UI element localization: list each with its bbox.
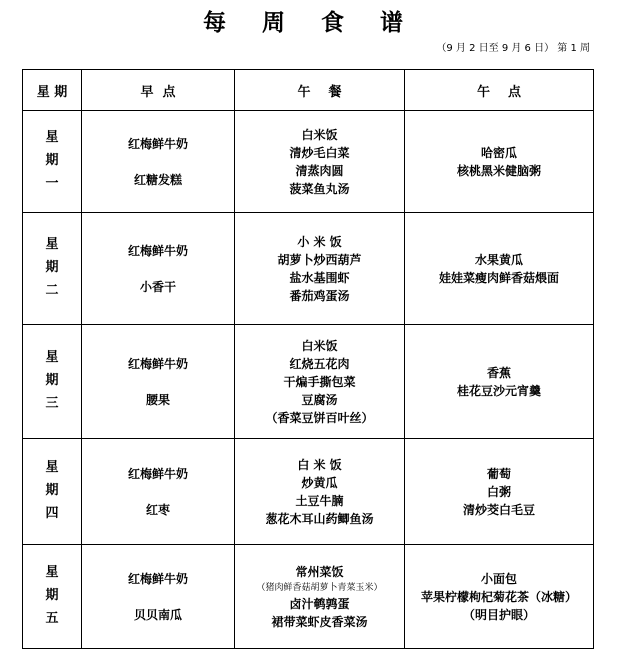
menu-item: 香蕉	[486, 365, 511, 380]
day-cell	[23, 213, 82, 325]
header-snack: 午 点	[405, 70, 594, 111]
breakfast-cell	[82, 213, 235, 325]
menu-item: 水果黄瓜	[474, 252, 523, 267]
menu-item: 白粥	[486, 484, 511, 499]
day-char: 期	[45, 152, 59, 168]
day-char: 星	[45, 236, 59, 252]
lunch-cell	[235, 439, 405, 545]
menu-item: 核桃黑米健脑粥	[456, 163, 541, 178]
menu-item: 豆腐汤	[301, 392, 338, 407]
table-row	[23, 545, 594, 649]
menu-item: 裙带菜虾皮香菜汤	[271, 614, 368, 629]
snack-cell	[405, 213, 594, 325]
menu-item: 葡萄	[486, 466, 511, 481]
menu-item: 娃娃菜瘦肉鲜香菇煨面	[438, 270, 559, 285]
snack-cell	[405, 545, 594, 649]
breakfast-cell	[82, 111, 235, 213]
page-title: 每 周 食 谱	[202, 9, 418, 36]
weekly-menu-table	[22, 69, 594, 649]
breakfast-cell	[82, 545, 235, 649]
day-char: 星	[45, 129, 59, 145]
table-row	[23, 111, 594, 213]
header-lunch: 午 餐	[235, 70, 405, 111]
day-char: 星	[45, 459, 59, 475]
menu-item: 常州菜饭	[295, 564, 344, 579]
day-char: 期	[45, 259, 59, 275]
header-breakfast: 早 点	[82, 70, 235, 111]
menu-item: 白米饭	[301, 127, 338, 142]
menu-item: 葱花木耳山药鲫鱼汤	[265, 511, 374, 526]
menu-item: 炒黄瓜	[301, 475, 338, 490]
menu-item: 红梅鲜牛奶	[127, 136, 188, 151]
menu-item: 菠菜鱼丸汤	[289, 181, 350, 196]
menu-item: 番茄鸡蛋汤	[289, 288, 350, 303]
menu-item: 红烧五花肉	[289, 356, 350, 371]
menu-item: 红糖发糕	[133, 172, 182, 187]
day-cell	[23, 325, 82, 439]
menu-item-note: （猪肉鲜香菇胡萝卜青菜玉米）	[256, 582, 383, 593]
header-day: 星 期	[23, 70, 82, 111]
menu-item: （明目护眼）	[462, 607, 535, 622]
menu-item: 小香干	[139, 279, 176, 294]
menu-item: 白 米 饭	[297, 457, 342, 472]
day-char: 期	[45, 482, 59, 498]
lunch-cell	[235, 111, 405, 213]
day-char: 期	[45, 587, 59, 603]
snack-cell	[405, 111, 594, 213]
menu-item: 腰果	[145, 392, 170, 407]
menu-item: 小 米 饭	[297, 234, 342, 249]
menu-item: 卤汁鹌鹑蛋	[289, 596, 350, 611]
day-char: 星	[45, 564, 59, 580]
day-cell	[23, 545, 82, 649]
table-row	[23, 439, 594, 545]
snack-cell	[405, 325, 594, 439]
day-char: 二	[45, 282, 59, 298]
day-char: 四	[45, 505, 59, 521]
day-cell	[23, 111, 82, 213]
lunch-cell	[235, 213, 405, 325]
day-char: 期	[45, 372, 59, 388]
menu-item: 桂花豆沙元宵羹	[456, 383, 541, 398]
menu-item: 红枣	[145, 502, 170, 517]
menu-item: 红梅鲜牛奶	[127, 466, 188, 481]
day-char: 星	[45, 349, 59, 365]
menu-item: 红梅鲜牛奶	[127, 356, 188, 371]
header-row	[23, 70, 594, 111]
day-char: 三	[45, 395, 59, 411]
menu-item: 红梅鲜牛奶	[127, 243, 188, 258]
menu-item: 贝贝南瓜	[133, 607, 182, 622]
menu-item: 清蒸肉圆	[295, 163, 344, 178]
table-row	[23, 325, 594, 439]
menu-item: 苹果柠檬枸杞菊花茶（冰糖）	[420, 589, 577, 604]
day-char: 五	[45, 610, 59, 626]
menu-item: 盐水基围虾	[289, 270, 350, 285]
menu-item: 小面包	[480, 571, 517, 586]
lunch-cell	[235, 545, 405, 649]
table-row	[23, 213, 594, 325]
day-cell	[23, 439, 82, 545]
date-range-subtitle: （9 月 2 日至 9 月 6 日） 第 1 周	[436, 43, 590, 54]
menu-item: 干煸手撕包菜	[283, 374, 356, 389]
menu-item: 红梅鲜牛奶	[127, 571, 188, 586]
day-char: 一	[45, 175, 59, 191]
breakfast-cell	[82, 325, 235, 439]
menu-item: 白米饭	[301, 338, 338, 353]
lunch-cell	[235, 325, 405, 439]
menu-item: 土豆牛腩	[295, 493, 344, 508]
menu-item: （香菜豆饼百叶丝）	[265, 410, 374, 425]
menu-item: 胡萝卜炒西葫芦	[277, 252, 362, 267]
menu-item: 清炒茭白毛豆	[462, 502, 535, 517]
snack-cell	[405, 439, 594, 545]
menu-item: 哈密瓜	[480, 145, 517, 160]
breakfast-cell	[82, 439, 235, 545]
menu-item: 清炒毛白菜	[289, 145, 350, 160]
